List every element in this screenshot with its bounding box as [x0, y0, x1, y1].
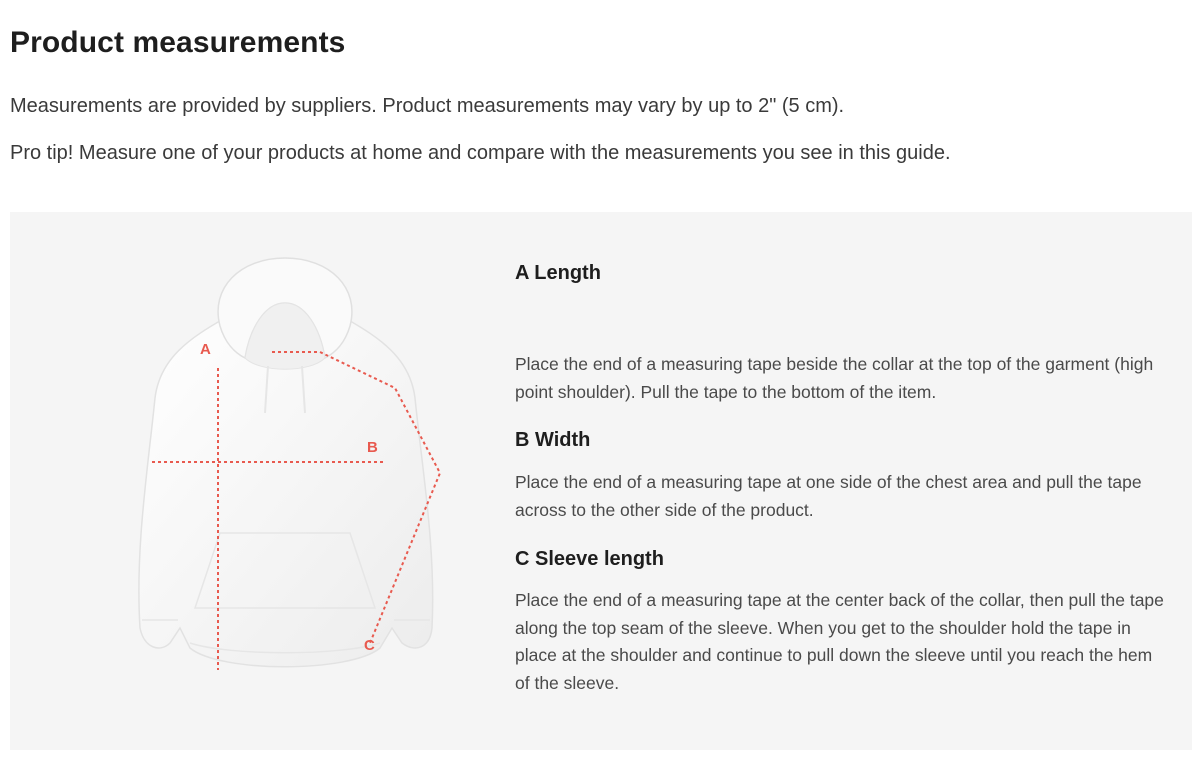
section-length-heading: A Length	[515, 262, 601, 284]
hoodie-illustration-icon	[130, 248, 460, 678]
section-sleeve-heading: C Sleeve length	[515, 548, 664, 570]
section-sleeve-body: Place the end of a measuring tape at the center back of the collar, then pull the tape along the top seam of the sleeve. When you get to the shoulder hold the tape in place at the shoulder and continue to pull down the sleeve until you reach the hem of the sleeve.	[515, 590, 1164, 693]
marker-a: A	[200, 341, 211, 358]
marker-c: C	[364, 637, 375, 654]
intro-text-pro-tip: Pro tip! Measure one of your products at home and compare with the measurements you see in this guide.	[10, 142, 951, 164]
page-title: Product measurements	[10, 26, 346, 59]
section-width-heading: B Width	[515, 429, 591, 451]
hoodie-measurement-figure	[130, 248, 460, 678]
measurement-guide-panel	[10, 212, 1192, 750]
section-length-body: Place the end of a measuring tape beside the collar at the top of the garment (high point shoulder). Pull the tape to the bottom of the item.	[515, 354, 1154, 402]
section-width-body: Place the end of a measuring tape at one side of the chest area and pull the tape across to the other side of the product.	[515, 472, 1142, 520]
marker-b: B	[367, 439, 378, 456]
intro-text-suppliers: Measurements are provided by suppliers. Product measurements may vary by up to 2" (5 cm).	[10, 95, 845, 117]
